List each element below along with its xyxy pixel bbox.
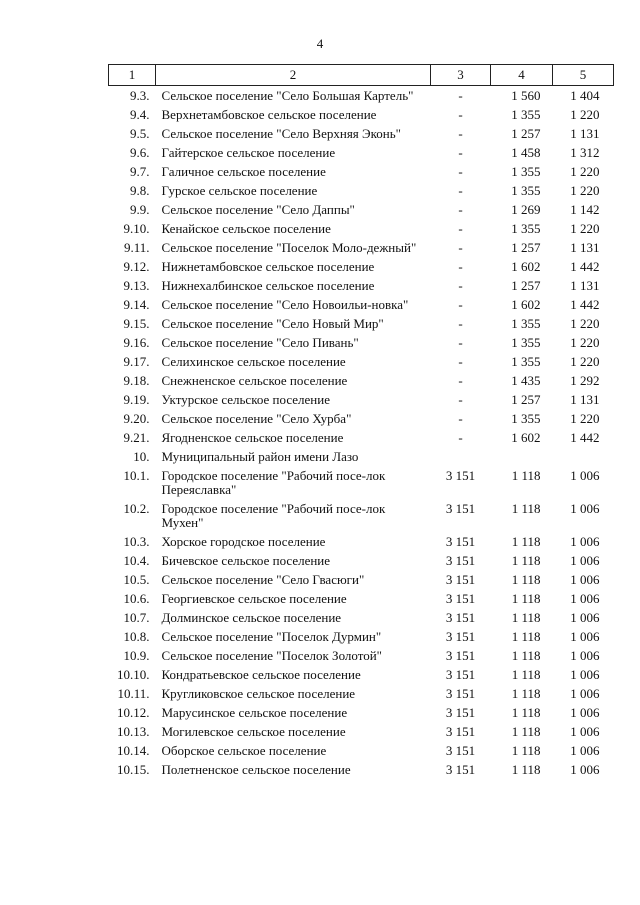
value-col-5: 1 220 [570,183,600,198]
value-col-5: 1 220 [570,316,600,331]
settlement-name: Сельское поселение "Село Хурба" [161,411,352,426]
table-row [109,447,614,466]
settlement-name: Кенайское сельское поселение [161,221,331,236]
value-col-4: 1 560 [511,88,541,103]
value-col-3: - [458,297,463,312]
table-row [109,333,614,352]
header-row [109,65,614,86]
value-col-4: 1 458 [511,145,541,160]
value-col-5: 1 006 [570,572,600,587]
value-col-3: - [458,278,463,293]
value-col-4: 1 118 [511,705,541,720]
settlement-name: Городское поселение "Рабочий посе-лок Мухен" [161,501,386,530]
table-row [109,589,614,608]
row-number: 10.2. [123,501,150,516]
column-header-4: 4 [491,65,553,86]
value-col-4: 1 435 [511,373,541,388]
value-col-4: 1 118 [511,724,541,739]
column-header-1: 1 [109,65,156,86]
table-row [109,143,614,162]
row-number: 10.5. [123,572,150,587]
value-col-5: 1 312 [570,145,600,160]
value-col-5: 1 006 [570,591,600,606]
value-col-5: 1 006 [570,762,600,777]
row-number: 9.3. [130,88,150,103]
value-col-3: - [458,430,463,445]
row-number: 9.13. [123,278,150,293]
table-header [109,65,614,86]
table-row [109,352,614,371]
column-header-2: 2 [156,65,431,86]
table-row [109,86,614,106]
row-number: 9.16. [123,335,150,350]
settlement-name: Бичевское сельское поселение [161,553,331,568]
value-col-5: 1 220 [570,164,600,179]
row-number: 10.9. [123,648,150,663]
table-row [109,314,614,333]
table-row [109,551,614,570]
table-row [109,181,614,200]
table-body [109,86,614,780]
row-number: 9.15. [123,316,150,331]
table-row [109,409,614,428]
table-row [109,570,614,589]
value-col-3: 3 151 [445,572,476,587]
value-col-4: 1 602 [511,430,541,445]
row-number: 9.9. [130,202,150,217]
value-col-3: 3 151 [445,724,476,739]
settlement-name: Долминское сельское поселение [161,610,342,625]
value-col-3: - [458,392,463,407]
value-col-5: 1 220 [570,335,600,350]
row-number: 10.15. [117,762,150,777]
value-col-4: 1 355 [511,221,541,236]
settlement-name: Могилевское сельское поселение [161,724,346,739]
table-row [109,105,614,124]
table-row [109,703,614,722]
value-col-5: 1 131 [570,126,600,141]
value-col-4: 1 118 [511,667,541,682]
row-number: 9.7. [130,164,150,179]
value-col-5: 1 442 [570,430,600,445]
table-row [109,722,614,741]
value-col-4: 1 602 [511,259,541,274]
value-col-5: 1 006 [570,629,600,644]
value-col-5: 1 006 [570,553,600,568]
row-number: 10. [133,449,150,464]
value-col-5: 1 006 [570,724,600,739]
value-col-5: 1 442 [570,259,600,274]
value-col-3: - [458,354,463,369]
value-col-5 [553,447,614,466]
value-col-5: 1 131 [570,278,600,293]
table-row [109,428,614,447]
value-col-5: 1 006 [570,743,600,758]
table-row [109,627,614,646]
table-row [109,665,614,684]
settlement-name: Сельское поселение "Село Даппы" [161,202,355,217]
row-number: 10.1. [123,468,150,483]
row-number: 10.8. [123,629,150,644]
value-col-3: - [458,183,463,198]
value-col-4: 1 257 [511,126,541,141]
value-col-3: 3 151 [445,591,476,606]
table-row [109,499,614,532]
value-col-5: 1 006 [570,468,600,483]
row-number: 9.14. [123,297,150,312]
value-col-5: 1 006 [570,610,600,625]
table-row [109,532,614,551]
value-col-5: 1 442 [570,297,600,312]
value-col-4: 1 118 [511,629,541,644]
settlement-name: Уктурское сельское поселение [161,392,330,407]
value-col-3: - [458,221,463,236]
value-col-5: 1 131 [570,392,600,407]
table-row [109,684,614,703]
settlement-name: Муниципальный район имени Лазо [161,449,359,464]
value-col-4: 1 118 [511,743,541,758]
table-row [109,219,614,238]
value-col-5: 1 006 [570,705,600,720]
settlement-name: Сельское поселение "Село Пивань" [161,335,359,350]
row-number: 10.4. [123,553,150,568]
column-header-5: 5 [553,65,614,86]
settlement-name: Ягодненское сельское поселение [161,430,344,445]
value-col-3: - [458,335,463,350]
value-col-3: 3 151 [445,501,476,516]
value-col-3: 3 151 [445,648,476,663]
settlement-name: Галичное сельское поселение [161,164,326,179]
value-col-4 [491,447,553,466]
table-row [109,371,614,390]
value-col-3: 3 151 [445,705,476,720]
value-col-3: - [458,145,463,160]
row-number: 10.14. [117,743,150,758]
value-col-4: 1 257 [511,392,541,407]
settlement-name: Сельское поселение "Село Гвасюги" [161,572,365,587]
value-col-4: 1 118 [511,501,541,516]
value-col-4: 1 118 [511,468,541,483]
table-row [109,741,614,760]
row-number: 10.11. [117,686,150,701]
settlement-name: Кругликовское сельское поселение [161,686,356,701]
table-row [109,760,614,779]
value-col-3: 3 151 [445,686,476,701]
row-number: 9.18. [123,373,150,388]
value-col-4: 1 257 [511,278,541,293]
row-number: 9.6. [130,145,150,160]
row-number: 9.19. [123,392,150,407]
value-col-3: 3 151 [445,610,476,625]
value-col-3: - [458,164,463,179]
row-number: 10.6. [123,591,150,606]
value-col-3: 3 151 [445,667,476,682]
value-col-3: - [458,316,463,331]
table-row [109,608,614,627]
value-col-3: - [458,88,463,103]
table-row [109,646,614,665]
value-col-4: 1 118 [511,610,541,625]
value-col-4: 1 602 [511,297,541,312]
settlement-name: Кондратьевское сельское поселение [161,667,361,682]
value-col-3: 3 151 [445,762,476,777]
settlement-name: Сельское поселение "Село Верхняя Эконь" [161,126,401,141]
page-number: 4 [316,36,324,51]
table-row [109,162,614,181]
value-col-4: 1 118 [511,591,541,606]
settlement-name: Городское поселение "Рабочий посе-лок Переяславка" [161,468,386,497]
settlement-name: Сельское поселение "Село Большая Картель" [161,88,414,103]
settlement-name: Гайтерское сельское поселение [161,145,336,160]
value-col-5: 1 006 [570,648,600,663]
value-col-5: 1 006 [570,501,600,516]
value-col-4: 1 355 [511,335,541,350]
settlement-name: Сельское поселение "Поселок Моло-дежный" [161,240,417,255]
row-number: 9.11. [123,240,150,255]
value-col-3: 3 151 [445,743,476,758]
settlements-table [108,64,614,779]
row-number: 9.12. [123,259,150,274]
settlement-name: Сельское поселение "Село Новый Мир" [161,316,384,331]
value-col-3: - [458,259,463,274]
value-col-4: 1 355 [511,107,541,122]
row-number: 10.13. [117,724,150,739]
value-col-4: 1 118 [511,553,541,568]
value-col-5: 1 131 [570,240,600,255]
value-col-4: 1 355 [511,354,541,369]
row-number: 9.20. [123,411,150,426]
value-col-3: - [458,411,463,426]
value-col-5: 1 006 [570,534,600,549]
value-col-4: 1 269 [511,202,541,217]
settlement-name: Сельское поселение "Село Новоильи-новка" [161,297,409,312]
value-col-3: 3 151 [445,468,476,483]
column-header-3: 3 [431,65,491,86]
table-row [109,390,614,409]
row-number: 10.10. [117,667,150,682]
settlement-name: Хорское городское поселение [161,534,326,549]
value-col-5: 1 006 [570,667,600,682]
row-number: 9.5. [130,126,150,141]
value-col-5: 1 292 [570,373,600,388]
value-col-4: 1 257 [511,240,541,255]
settlement-name: Сельское поселение "Поселок Золотой" [161,648,382,663]
value-col-4: 1 118 [511,648,541,663]
settlement-name: Нижнетамбовское сельское поселение [161,259,375,274]
value-col-3: - [458,202,463,217]
settlement-name: Марусинское сельское поселение [161,705,348,720]
table-row [109,276,614,295]
value-col-3 [431,447,491,466]
row-number: 9.8. [130,183,150,198]
value-col-4: 1 118 [511,572,541,587]
row-number: 9.21. [123,430,150,445]
value-col-3: - [458,240,463,255]
settlement-name: Георгиевское сельское поселение [161,591,347,606]
table-row [109,466,614,499]
row-number: 9.4. [130,107,150,122]
row-number: 9.17. [123,354,150,369]
settlement-name: Снежненское сельское поселение [161,373,348,388]
value-col-5: 1 220 [570,221,600,236]
value-col-4: 1 118 [511,762,541,777]
value-col-5: 1 220 [570,107,600,122]
table-row [109,238,614,257]
row-number: 10.7. [123,610,150,625]
settlement-name: Селихинское сельское поселение [161,354,346,369]
value-col-4: 1 118 [511,686,541,701]
value-col-5: 1 220 [570,411,600,426]
value-col-3: - [458,107,463,122]
row-number: 10.12. [117,705,150,720]
row-number: 9.10. [123,221,150,236]
settlement-name: Нижнехалбинское сельское поселение [161,278,375,293]
value-col-3: - [458,126,463,141]
value-col-5: 1 220 [570,354,600,369]
value-col-4: 1 355 [511,164,541,179]
value-col-5: 1 404 [570,88,600,103]
value-col-5: 1 142 [570,202,600,217]
value-col-4: 1 355 [511,411,541,426]
settlement-name: Верхнетамбовское сельское поселение [161,107,377,122]
table-row [109,257,614,276]
value-col-3: 3 151 [445,534,476,549]
value-col-5: 1 006 [570,686,600,701]
settlement-name: Сельское поселение "Поселок Дурмин" [161,629,382,644]
value-col-4: 1 355 [511,316,541,331]
settlement-name: Гурское сельское поселение [161,183,318,198]
value-col-4: 1 118 [511,534,541,549]
table-row [109,124,614,143]
row-number: 10.3. [123,534,150,549]
value-col-3: - [458,373,463,388]
value-col-4: 1 355 [511,183,541,198]
value-col-3: 3 151 [445,553,476,568]
settlement-name: Полетненское сельское поселение [161,762,351,777]
value-col-3: 3 151 [445,629,476,644]
settlement-name: Оборское сельское поселение [161,743,327,758]
table-row [109,200,614,219]
table-row [109,295,614,314]
